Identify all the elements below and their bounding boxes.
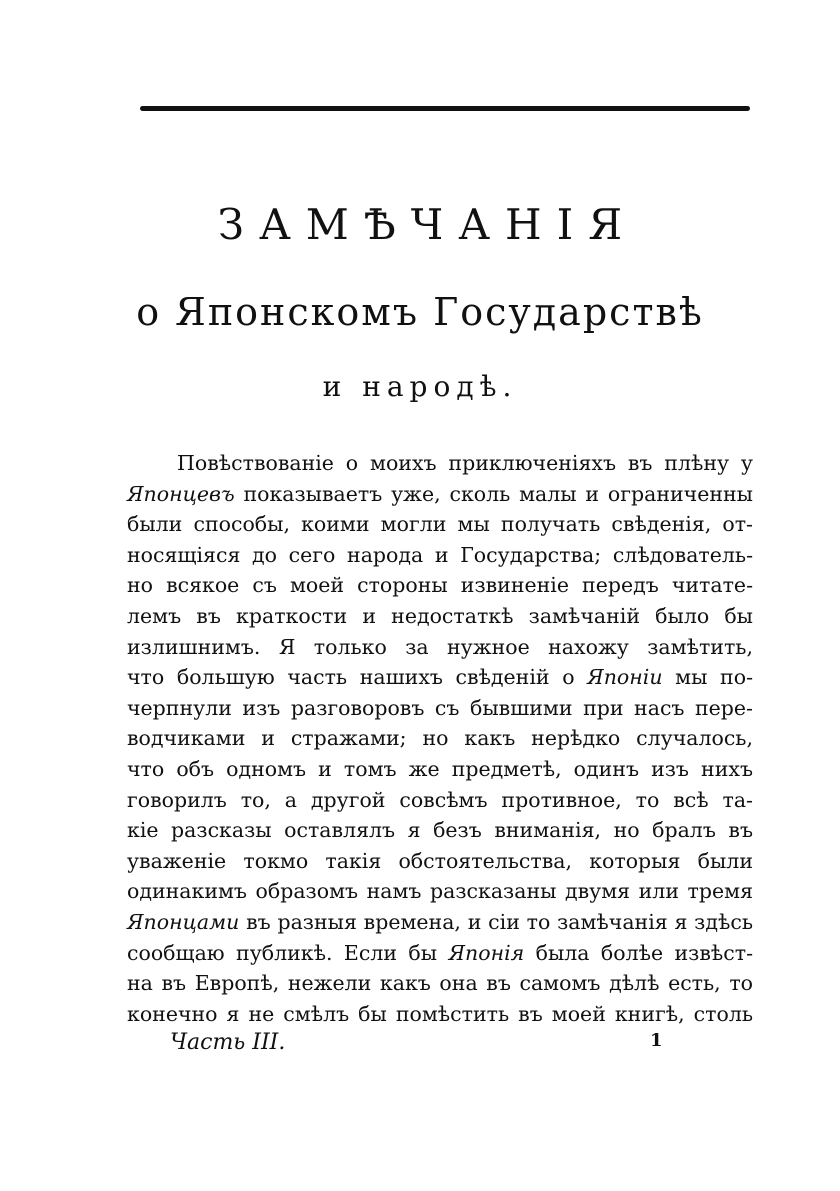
text-line: уваженіе токмо такія обстоятельства, которыя были: [127, 848, 753, 873]
signature-mark: Часть III.: [170, 1030, 286, 1055]
text-line: черпнули изъ разговоровъ съ бывшими при насъ пере-: [127, 695, 753, 720]
text-line: но всякое съ моей стороны извиненіе передъ читате-: [127, 573, 753, 598]
chapter-subtitle: о Японскомъ Государствѣ: [136, 290, 704, 334]
body-paragraph: [127, 448, 753, 1029]
folio-number: 1: [650, 1030, 663, 1051]
text-line: Японцевъ показываетъ уже, сколь малы и ограниченны: [127, 481, 753, 506]
text-line: кіе разсказы оставлялъ я безъ вниманія, но бралъ въ: [127, 818, 753, 843]
header-rule: [140, 106, 750, 111]
text-line: конечно я не смѣлъ бы помѣстить въ моей книгѣ, столь: [127, 1001, 753, 1026]
text-line: говорилъ то, а другой совсѣмъ противное, то всѣ та-: [127, 787, 753, 812]
text-line: на въ Европѣ, нежели какъ она въ самомъ дѣлѣ есть, то: [127, 971, 753, 996]
text-line: одинакимъ образомъ намъ разсказаны двумя или тремя: [127, 879, 753, 904]
text-line: водчиками и стражами; но какъ нерѣдко случалось,: [127, 726, 753, 751]
text-line: сообщаю публикѣ. Если бы Японія была болѣе извѣст-: [127, 940, 753, 965]
page-footer: [0, 1030, 840, 1060]
text-line: что большую часть нашихъ свѣденій о Японіи мы по-: [127, 665, 753, 690]
text-line: Повѣствованіе о моихъ приключеніяхъ въ плѣну у: [177, 451, 753, 475]
text-line: что объ одномъ и томъ же предметѣ, одинъ изъ нихъ: [127, 756, 753, 781]
text-line: излишнимъ. Я только за нужное нахожу замѣтить,: [127, 634, 753, 659]
text-line: носящіяся до сего народа и Государства; слѣдователь-: [127, 542, 753, 567]
text-line: Японцами въ разныя времена, и сіи то замѣчанія я здѣсь: [127, 909, 753, 934]
chapter-title: ЗАМѢЧАНІЯ: [217, 200, 638, 249]
chapter-subtitle-end: и народѣ.: [322, 370, 518, 403]
text-line: лемъ въ краткости и недостаткѣ замѣчаній было бы: [127, 603, 753, 628]
text-line: были способы, коими могли мы получать свѣденія, от-: [127, 512, 753, 537]
